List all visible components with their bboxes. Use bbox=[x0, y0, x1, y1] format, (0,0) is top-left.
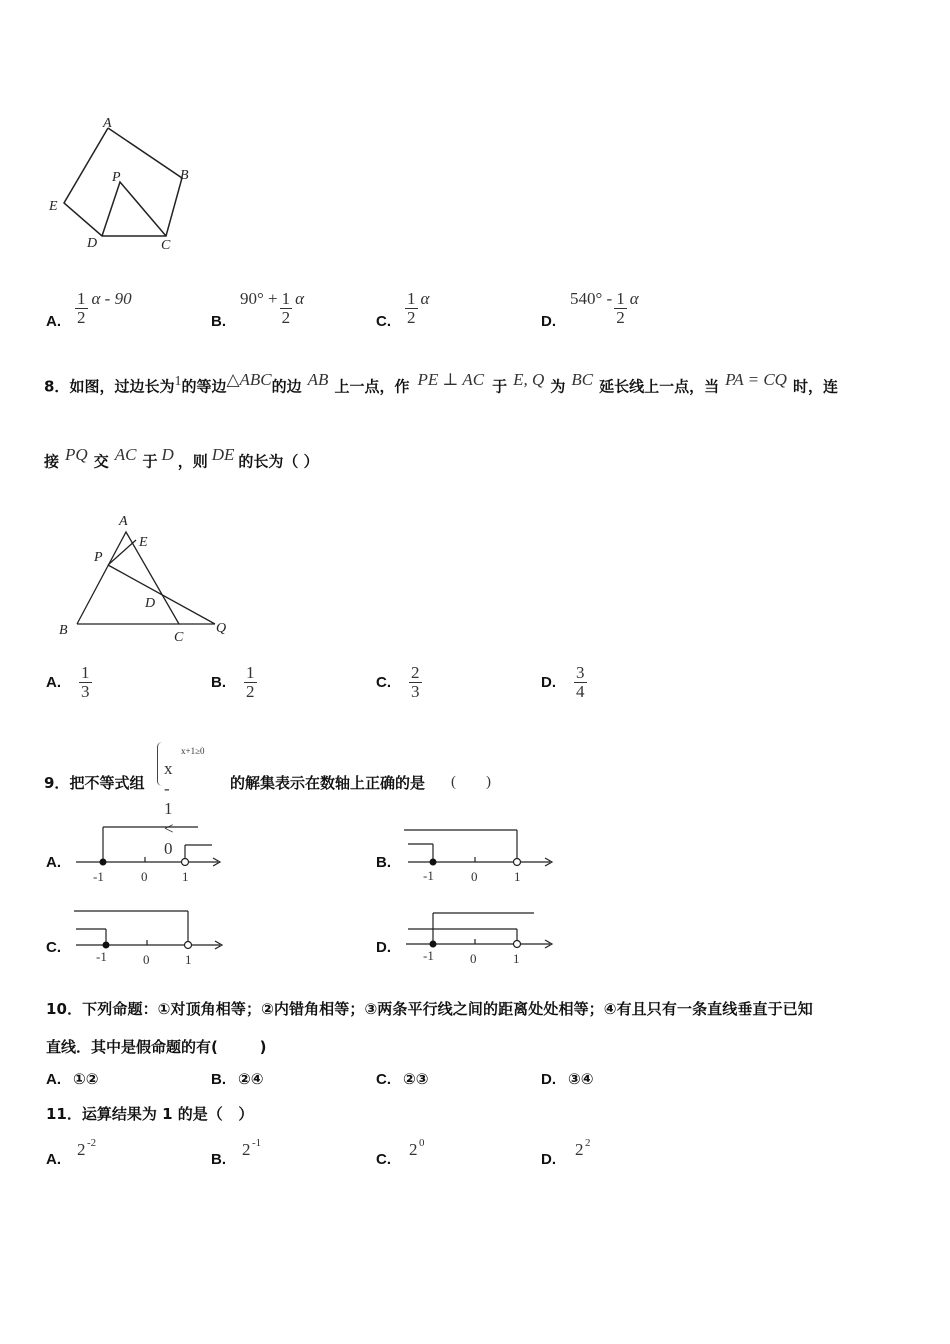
q11-option-a[interactable]: A. 2 -2 bbox=[46, 1137, 97, 1168]
q9-option-d[interactable]: D. -1 0 1 bbox=[376, 905, 576, 975]
q8-label-Q: Q bbox=[216, 621, 227, 636]
q8-label-B: B bbox=[59, 623, 68, 638]
q8-label-D: D bbox=[145, 596, 156, 611]
q9-option-c[interactable]: C. -1 0 1 bbox=[46, 905, 246, 975]
q11-option-d[interactable]: D. 2 2 bbox=[541, 1137, 591, 1168]
q8-option-d[interactable]: D. $\frac{3}{4}$ bbox=[541, 663, 585, 701]
q9-option-a[interactable]: A. -1 0 1 bbox=[46, 822, 246, 892]
q7-option-d[interactable]: D. 540° - $\frac{1}{2}$ α bbox=[541, 288, 639, 330]
q8-option-c[interactable]: C. $\frac{2}{3}$ bbox=[376, 663, 420, 701]
fraction: $\frac{1}{2}$ bbox=[77, 289, 86, 327]
fraction: $\frac{2}{3}$ bbox=[411, 663, 420, 701]
q7-label-C: C bbox=[161, 238, 171, 253]
q8-label-E: E bbox=[139, 535, 148, 550]
q7-label-B: B bbox=[180, 168, 189, 183]
q7-option-b[interactable]: B. 90° + $\frac{1}{2}$ α bbox=[211, 288, 305, 330]
q9-system-top: x+1≥0 bbox=[181, 746, 205, 756]
q10-option-b[interactable]: B. ②④ bbox=[211, 1070, 264, 1088]
q8-label-A: A bbox=[119, 514, 128, 529]
q9-system-bottom: x - 1 < 0 bbox=[164, 759, 174, 858]
q11-option-c[interactable]: C. 2 0 bbox=[376, 1137, 425, 1168]
fraction: $\frac{1}{3}$ bbox=[81, 663, 90, 701]
q10-option-c[interactable]: C. ②③ bbox=[376, 1070, 429, 1088]
q8-option-a[interactable]: A. $\frac{1}{3}$ bbox=[46, 663, 90, 701]
q9-option-b[interactable]: B. -1 0 1 bbox=[376, 822, 576, 892]
fraction: $\frac{1}{2}$ bbox=[616, 289, 625, 327]
number-line bbox=[400, 905, 580, 975]
q7-label-P: P bbox=[112, 170, 121, 185]
q7-label-E: E bbox=[49, 199, 58, 214]
q10-stem-line2: 直线．其中是假命题的有( ) bbox=[46, 1038, 267, 1056]
q8-label-C: C bbox=[174, 630, 184, 645]
q8-stem-line2: 接 $^{PQ}$ 交 $^{AC}$ 于 $^D$ ，则 $^{DE}$ 的长为（ ） bbox=[44, 445, 319, 471]
q10-option-a[interactable]: A. ①② bbox=[46, 1070, 99, 1088]
fraction: $\frac{3}{4}$ bbox=[576, 663, 585, 701]
q7-option-c[interactable]: C. $\frac{1}{2}$ α bbox=[376, 288, 430, 330]
q10-stem-line1: 10．下列命题：①对顶角相等；②内错角相等；③两条平行线之间的距离处处相等；④有且只有一条直线垂直于已知 bbox=[46, 1000, 813, 1018]
q7-label-A: A bbox=[103, 116, 112, 131]
brace-icon bbox=[157, 742, 162, 786]
q8-stem-line1: 8．如图，过边长为$^1$的等边$^{\triangle ABC}$的边 $^{AB}$ 上一点，作 $^{PE \perp AC}$ 于 $^{E, Q}$ 为 $^{BC}$ 延长线上一点，当 $^{PA = CQ}$ 时，连 bbox=[44, 370, 838, 396]
fraction: $\frac{1}{2}$ bbox=[407, 289, 416, 327]
q8-triangle-figure bbox=[50, 508, 240, 648]
q11-option-b[interactable]: B. 2 -1 bbox=[211, 1137, 262, 1168]
q11-stem: 11．运算结果为 1 的是（ ） bbox=[46, 1105, 254, 1123]
fraction: $\frac{1}{2}$ bbox=[281, 289, 291, 327]
q8-label-P: P bbox=[94, 550, 103, 565]
fraction: $\frac{1}{2}$ bbox=[246, 663, 255, 701]
q7-pentagon-figure bbox=[40, 112, 210, 257]
q8-option-b[interactable]: B. $\frac{1}{2}$ bbox=[211, 663, 255, 701]
q10-option-d[interactable]: D. ③④ bbox=[541, 1070, 594, 1088]
q7-label-D: D bbox=[87, 236, 98, 251]
q7-option-a[interactable]: A. $\frac{1}{2}$ α - 90 bbox=[46, 288, 132, 330]
